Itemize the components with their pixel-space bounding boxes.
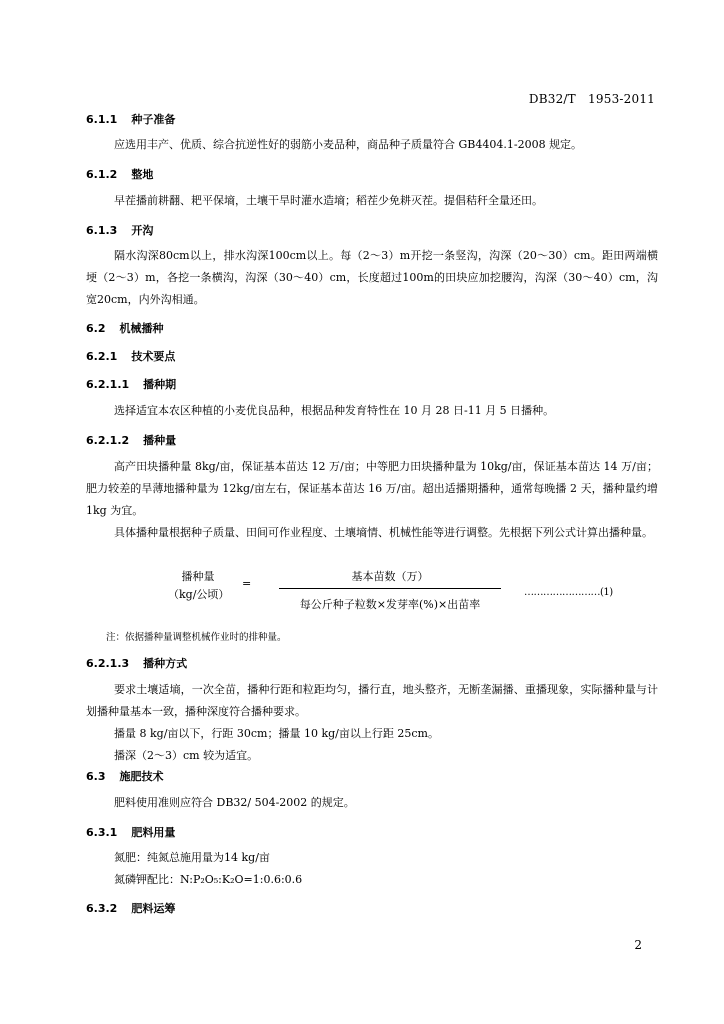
paragraph-6-3-1 [86, 847, 658, 891]
section-number: 6.1.3 [86, 224, 118, 237]
paragraph-6-2-1-2 [86, 456, 658, 544]
section-number: 6.1.1 [86, 113, 118, 126]
section-title: 技术要点 [131, 350, 176, 363]
section-number: 6.2 [86, 322, 106, 335]
section-number: 6.3 [86, 770, 106, 783]
paragraph-6-1-3 [86, 245, 658, 311]
paragraph-text: 具体播种量根据种子质量、田间可作业程度、土壤墒情、机械性能等进行调整。先根据下列公式计算出播种量。 [114, 526, 653, 539]
fraction-bar [279, 588, 501, 589]
section-heading-6-2 [86, 320, 164, 336]
section-heading-6-1-1 [86, 111, 175, 127]
section-title: 肥料用量 [131, 826, 176, 839]
section-heading-6-3-2 [86, 900, 175, 916]
section-heading-6-2-1-3 [86, 655, 187, 671]
paragraph-6-1-1 [86, 134, 658, 156]
formula-lhs-unit: （kg/公顷） [168, 588, 230, 601]
paragraph-6-1-2 [86, 190, 658, 212]
section-title: 整地 [131, 168, 154, 181]
paragraph-text: 选择适宜本农区种植的小麦优良品种，根据品种发育特性在 10 月 28 日-11 月 5 日播种。 [114, 404, 555, 417]
section-number: 6.3.1 [86, 826, 118, 839]
paragraph-text: 隔水沟深80cm以上，排水沟深100cm以上。每（2～3）m开挖一条竖沟，沟深（20～30）cm。距田两端横埂（2～3）m，各挖一条横沟，沟深（30～40）cm，长度超过100m的田块应加挖腰沟，沟深（30～40）cm，沟宽20cm，内外沟相通。 [86, 249, 658, 306]
paragraph-text: 肥料使用准则应符合 DB32/ 504-2002 的规定。 [114, 796, 355, 809]
formula-equals-sign: = [242, 577, 252, 590]
section-title: 播种量 [143, 434, 177, 447]
section-title: 肥料运筹 [131, 902, 176, 915]
paragraph-text: 应选用丰产、优质、综合抗逆性好的弱筋小麦品种，商品种子质量符合 GB4404.1-2008 规定。 [114, 138, 583, 151]
paragraph-6-2-1-3 [86, 679, 658, 767]
paragraph-text: 氮肥：纯氮总施用量为14 kg/亩 [114, 851, 270, 864]
paragraph-text: 氮磷钾配比：N:P₂O₅:K₂O=1:0.6:0.6 [114, 873, 303, 886]
paragraph-text: 播量 8 kg/亩以下，行距 30cm；播量 10 kg/亩以上行距 25cm。 [114, 727, 439, 740]
standard-code-header: DB32/T 1953-2011 [528, 92, 655, 106]
formula-note: 注：依据播种量调整机械作业时的排种量。 [106, 632, 287, 643]
paragraph-text: 要求土壤适墒，一次全苗，播种行距和粒距均匀，播行直，地头整齐，无断垄漏播、重播现象，实际播种量与计划播种量基本一致，播种深度符合播种要求。 [86, 683, 658, 718]
section-heading-6-1-3 [86, 222, 153, 238]
section-title: 机械播种 [119, 322, 164, 335]
section-number: 6.3.2 [86, 902, 118, 915]
section-number: 6.2.1 [86, 350, 118, 363]
section-title: 种子准备 [131, 113, 176, 126]
paragraph-text: 播深（2～3）cm 较为适宜。 [114, 749, 259, 762]
formula-numerator: 基本苗数（万） [351, 570, 429, 583]
section-heading-6-2-1 [86, 348, 175, 364]
section-number: 6.1.2 [86, 168, 118, 181]
section-title: 施肥技术 [119, 770, 164, 783]
section-heading-6-2-1-2 [86, 432, 176, 448]
formula-reference-number: ……………………(1) [524, 587, 613, 598]
section-number: 6.2.1.3 [86, 657, 130, 670]
paragraph-text: 早茬播前耕翻、耙平保墒，土壤干旱时灌水造墒；稻茬少免耕灭茬。提倡秸秆全量还田。 [114, 194, 543, 207]
section-title: 播种方式 [143, 657, 188, 670]
paragraph-text: 高产田块播种量 8kg/亩，保证基本苗达 12 万/亩；中等肥力田块播种量为 10kg/亩，保证基本苗达 14 万/亩；肥力较差的旱薄地播种量为 12kg/亩左右，保证基本苗达 16 万/亩。超出适播期播种，通常每晚播 2 天，播种量约增 1kg 为宜。 [86, 460, 658, 517]
formula-lhs-label: 播种量 [181, 570, 215, 583]
paragraph-6-2-1-1 [86, 400, 658, 422]
section-number: 6.2.1.1 [86, 378, 130, 391]
section-heading-6-3-1 [86, 824, 175, 840]
formula-left-side [168, 568, 228, 604]
section-heading-6-2-1-1 [86, 376, 176, 392]
page-number: 2 [634, 938, 642, 952]
section-title: 开沟 [131, 224, 154, 237]
section-title: 播种期 [143, 378, 177, 391]
section-heading-6-1-2 [86, 166, 153, 182]
section-number: 6.2.1.2 [86, 434, 130, 447]
paragraph-6-3 [86, 792, 658, 814]
section-heading-6-3 [86, 768, 164, 784]
formula-denominator: 每公斤种子粒数×发芽率(%)×出苗率 [299, 598, 481, 611]
